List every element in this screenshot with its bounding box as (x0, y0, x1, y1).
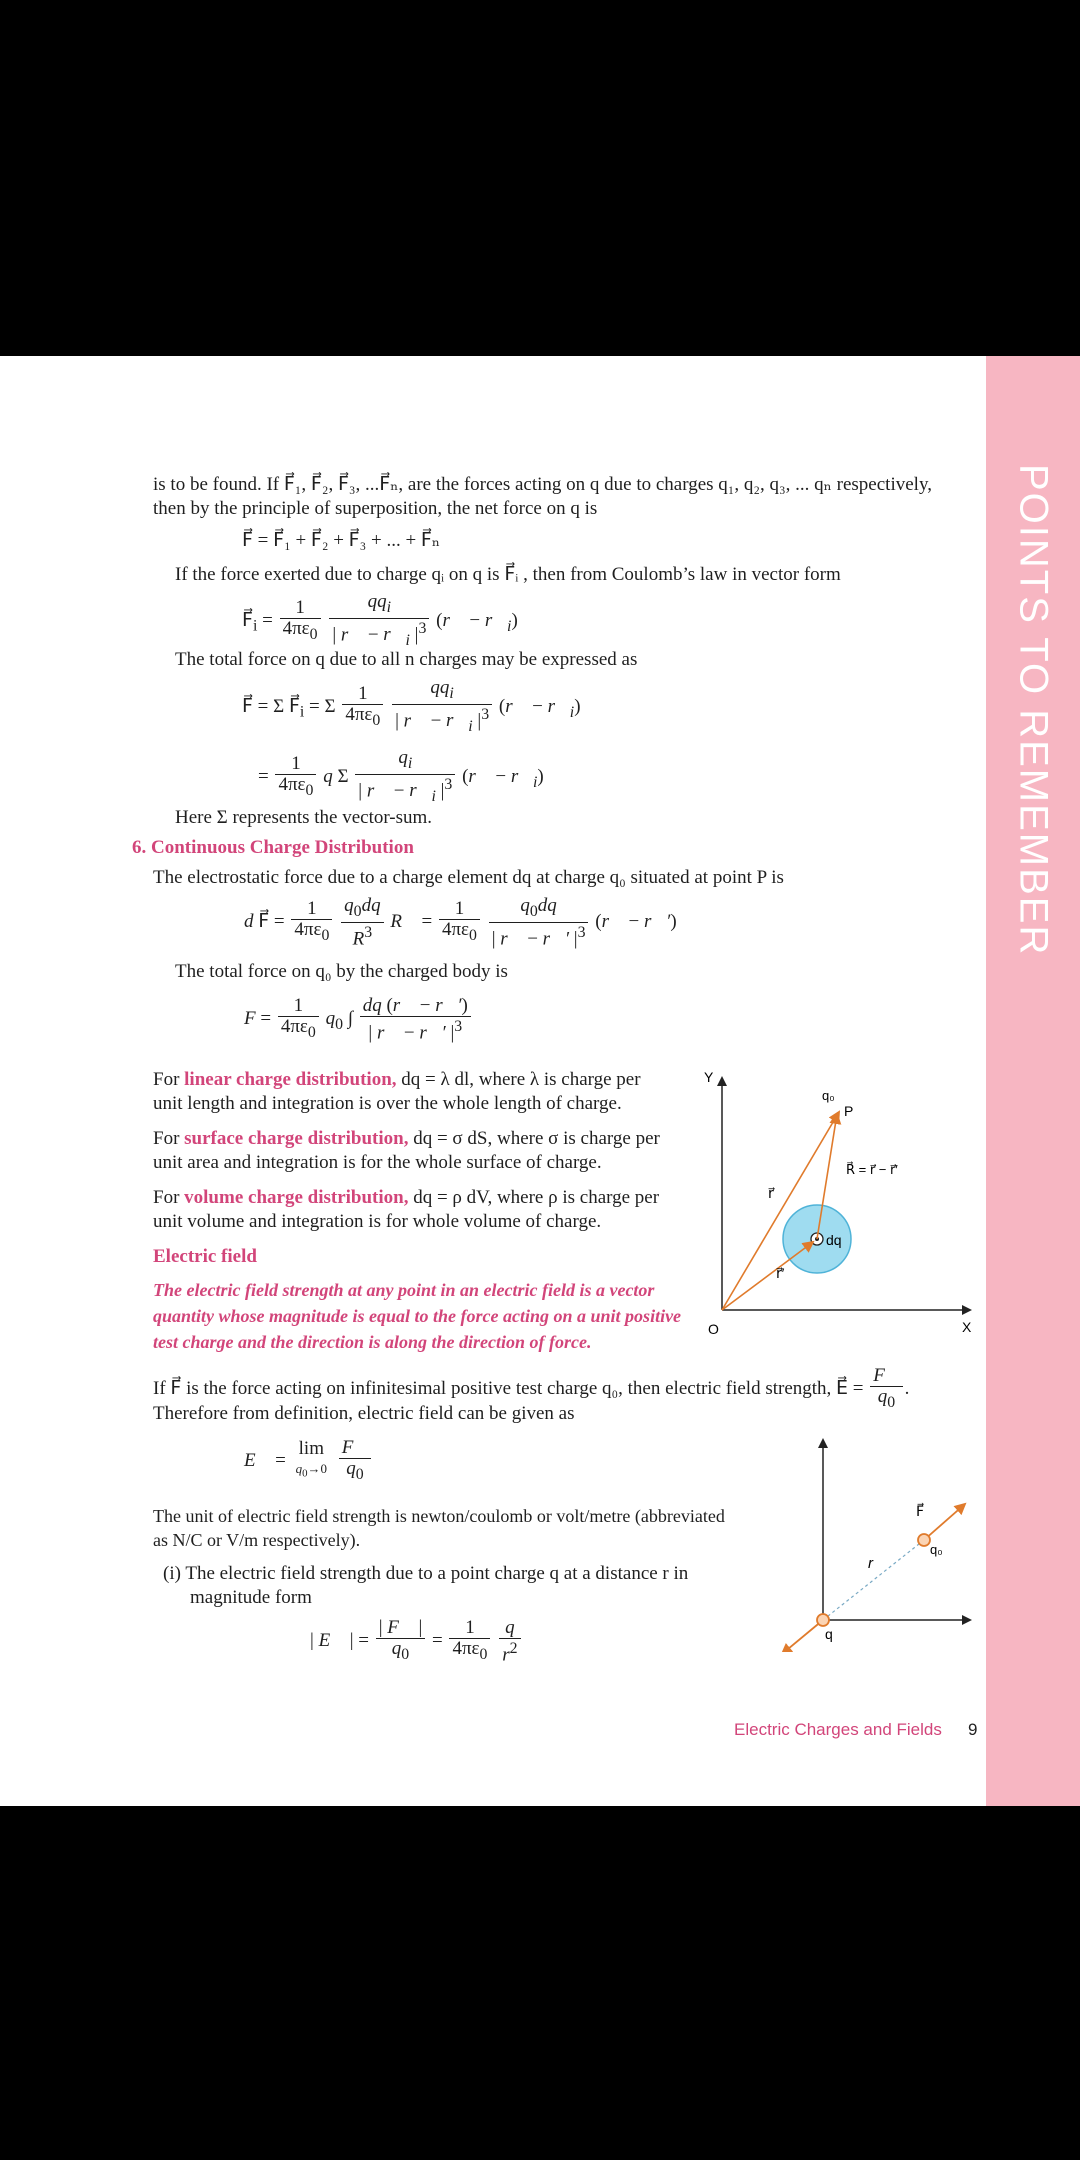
r-prime-label: r⃗′ (776, 1265, 785, 1281)
q0-label: q₀ (930, 1542, 943, 1557)
r-label: r⃗ (768, 1185, 774, 1201)
equation-magnitude: | E⃗ | = $\frac{| F⃗ |}{q_0}$ = $\frac{1}{4\pi\varepsilon_0}$ $\frac{q}{r^2}$ (310, 1618, 523, 1665)
q0-label: q₀ (822, 1088, 835, 1103)
paragraph-line: The total force on q₀ by the charged body is (175, 961, 508, 982)
q-label: q (825, 1626, 833, 1642)
paragraph-line: (i) The electric field strength due to a point charge q at a distance r in (163, 1563, 689, 1584)
equation-total-force-2: = $\frac{1}{4\pi\varepsilon_0}$ q Σ $\frac{q_i}{| r⃗ - r⃗_i |^3}$ (r⃗ − $r⃗_i$) (258, 747, 544, 805)
definition-line: test charge and the direction is along the direction of force. (153, 1332, 592, 1352)
paragraph-line: The total force on q due to all n charges may be expressed as (175, 649, 638, 670)
charge-distribution-diagram (700, 1070, 980, 1340)
surface-distribution-line: For surface charge distribution, dq = σ dS, where σ is charge per (153, 1128, 660, 1149)
point-p-label: P (844, 1103, 854, 1119)
sidebar-band (986, 356, 1080, 1806)
equation-integral: F = $\frac{1}{4\pi\varepsilon_0}$ $q_0$ ∫ $\frac{dq (r⃗ - r⃗')}{| r⃗ - r⃗' |^3}$ (244, 996, 473, 1043)
source-charge (817, 1614, 829, 1626)
paragraph-line: unit length and integration is over the whole length of charge. (153, 1093, 622, 1114)
paragraph-line: then by the principle of superposition, the net force on q is (153, 498, 598, 519)
paragraph-line: is to be found. If F⃗₁, F⃗₂, F⃗₃, ...F⃗ₙ, are the forces acting on q due to charges q₁, q₂, q₃, ... qₙ respectively, (153, 474, 932, 495)
equation-limit: E⃗ = lim $q_0\to 0$ $\frac{F⃗}{q_0}$ (244, 1438, 373, 1485)
y-axis-label: Y (704, 1070, 714, 1085)
dq-label: dq (826, 1232, 842, 1248)
paragraph-line: If the force exerted due to charge qᵢ on q is F⃗ᵢ , then from Coulomb’s law in vector form (175, 564, 841, 585)
linear-distribution-line: For linear charge distribution, dq = λ dl, where λ is charge per (153, 1069, 641, 1090)
reverse-vector (782, 1620, 823, 1652)
test-charge (918, 1534, 930, 1546)
relative-vector-label: R⃗ = r⃗ − r⃗′ (846, 1162, 898, 1177)
electric-field-heading: Electric field (153, 1246, 257, 1267)
equation-superposition: F⃗ = F⃗₁ + F⃗₂ + F⃗₃ + ... + F⃗ₙ (242, 530, 441, 551)
paragraph-line: If F⃗ is the force acting on infinitesimal positive test charge q₀, then electric field strength, E⃗ = $\frac{F⃗}{q_0}$ . (153, 1365, 910, 1411)
paragraph-line: Here Σ represents the vector-sum. (175, 807, 433, 828)
force-vector (924, 1504, 965, 1540)
paragraph-line: magnitude form (190, 1587, 312, 1608)
paragraph-line: The electrostatic force due to a charge element dq at charge q₀ situated at point P is (153, 867, 784, 888)
book-page (0, 356, 1080, 1806)
origin-label: O (708, 1321, 719, 1337)
r-label: r (868, 1555, 873, 1572)
section-heading: 6. Continuous Charge Distribution (132, 837, 414, 858)
paragraph-line: The unit of electric field strength is newton/coulomb or volt/metre (abbreviated (153, 1506, 725, 1526)
page-number: 9 (968, 1720, 978, 1739)
equation-total-force: F⃗ = Σ $F⃗_i = \Sigma$ $\frac{1}{4\pi\varepsilon_0}$ $\frac{qq_i}{| r⃗ - r⃗_i |^3}$ (r⃗ − $r⃗_i$) (242, 677, 581, 735)
paragraph-line: Therefore from definition, electric field can be given as (153, 1403, 575, 1424)
separation-line (823, 1540, 924, 1620)
chapter-title: Electric Charges and Fields (734, 1720, 942, 1739)
equation-dF: d F⃗ = $\frac{1}{4\pi\varepsilon_0}$ $\frac{q_0dq}{R^3}$ R⃗ = $\frac{1}{4\pi\varepsilon_0}$ $\frac{q_0dq}{| r⃗ - r⃗' |^3}$ (r⃗ − r⃗′) (244, 895, 677, 950)
definition-line: quantity whose magnitude is equal to the force acting on a unit positive (153, 1306, 682, 1326)
definition-line: The electric field strength at any point in an electric field is a vector (153, 1280, 655, 1300)
equation-coulomb-vector: $F⃗_i$ = $\frac{1}{4\pi\varepsilon_0}$ $\frac{qq_i}{| r⃗ - r⃗_i |^3}$ (r⃗ − $r⃗_i$) (242, 591, 518, 649)
paragraph-line: unit volume and integration is for whole volume of charge. (153, 1211, 602, 1232)
paragraph-line: unit area and integration is for the whole surface of charge. (153, 1152, 602, 1173)
vector-r-prime (722, 1242, 813, 1310)
x-axis-label: X (962, 1319, 972, 1335)
paragraph-line: as N/C or V/m respectively). (153, 1530, 361, 1550)
sidebar-title: POINTS TO REMEMBER (1011, 464, 1056, 957)
point-charge-diagram (770, 1432, 980, 1652)
force-label: F⃗ (916, 1503, 925, 1519)
volume-distribution-line: For volume charge distribution, dq = ρ dV, where ρ is charge per (153, 1187, 660, 1208)
